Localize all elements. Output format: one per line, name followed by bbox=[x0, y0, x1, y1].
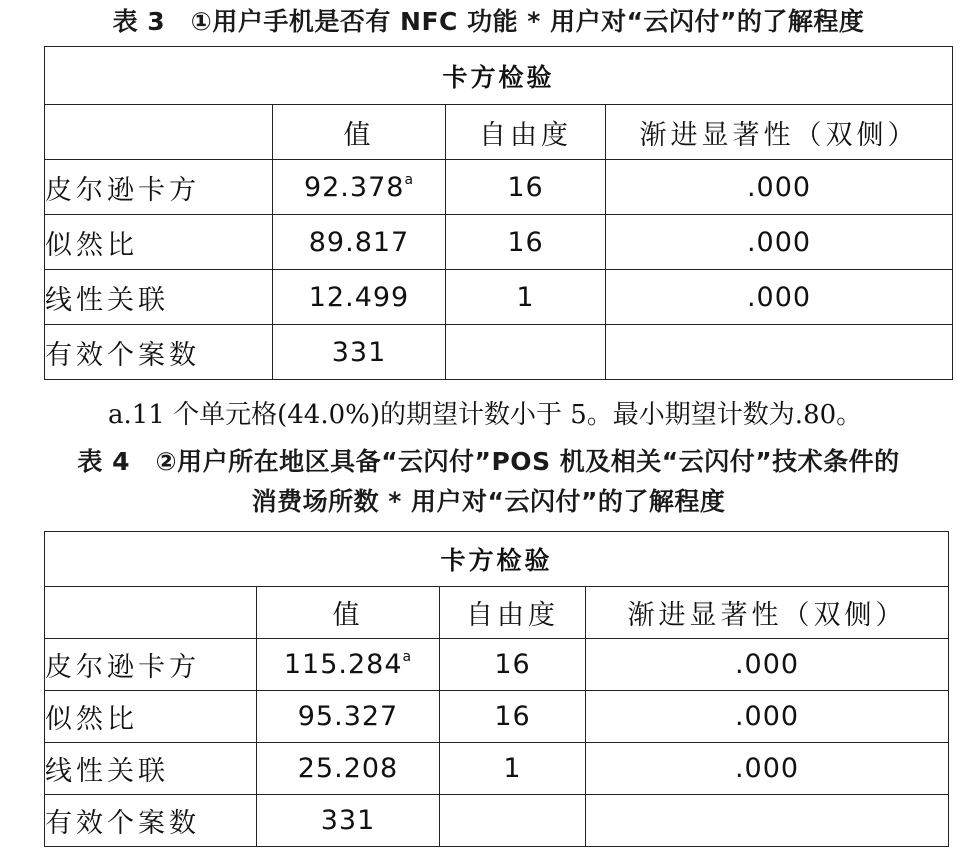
footnote-marker: a bbox=[402, 649, 413, 665]
table3-caption: 表 3 ①用户手机是否有 NFC 功能 * 用户对“云闪付”的了解程度 bbox=[112, 7, 865, 36]
sig-cell: .000 bbox=[606, 270, 953, 325]
sig-cell bbox=[606, 325, 953, 380]
value-text: 115.284 bbox=[283, 649, 403, 680]
table-row bbox=[45, 270, 953, 325]
value-cell: 12.499 bbox=[273, 270, 446, 325]
value-cell: 95.327 bbox=[257, 691, 440, 743]
table3-header-row bbox=[45, 105, 953, 160]
table3-footnote: a.11 个单元格(44.0%)的期望计数小于 5。最小期望计数为.80。 bbox=[108, 400, 863, 430]
table4-header-row bbox=[45, 587, 949, 639]
value-cell: 89.817 bbox=[273, 215, 446, 270]
value-cell bbox=[257, 639, 440, 691]
df-cell bbox=[440, 795, 586, 847]
value-text: 92.378 bbox=[303, 171, 405, 203]
row-label: 似然比 bbox=[45, 691, 257, 743]
df-cell: 1 bbox=[440, 743, 586, 795]
df-cell: 16 bbox=[440, 639, 586, 691]
value-cell: 25.208 bbox=[257, 743, 440, 795]
table3-chi-square bbox=[44, 46, 953, 380]
table4-chi-square bbox=[44, 531, 949, 847]
df-cell bbox=[446, 325, 606, 380]
sig-cell: .000 bbox=[606, 215, 953, 270]
table3-header-blank bbox=[45, 105, 273, 160]
table3-header-value: 值 bbox=[273, 105, 446, 160]
sig-cell bbox=[586, 795, 949, 847]
table-row bbox=[45, 160, 953, 215]
df-cell: 16 bbox=[440, 691, 586, 743]
table3-title-row bbox=[45, 47, 953, 105]
df-cell: 16 bbox=[446, 160, 606, 215]
table-row bbox=[45, 743, 949, 795]
value-cell bbox=[273, 160, 446, 215]
table4-caption bbox=[0, 442, 977, 522]
row-label: 皮尔逊卡方 bbox=[45, 160, 273, 215]
sig-cell: .000 bbox=[586, 691, 949, 743]
table4-header-blank bbox=[45, 587, 257, 639]
row-label: 似然比 bbox=[45, 215, 273, 270]
row-label: 有效个案数 bbox=[45, 795, 257, 847]
table-row bbox=[45, 691, 949, 743]
footnote-marker: a bbox=[404, 171, 415, 188]
table4-title-row bbox=[45, 532, 949, 587]
row-label: 皮尔逊卡方 bbox=[45, 639, 257, 691]
df-cell: 16 bbox=[446, 215, 606, 270]
table4-header-value: 值 bbox=[257, 587, 440, 639]
table3-title: 卡方检验 bbox=[45, 47, 953, 105]
row-label: 有效个案数 bbox=[45, 325, 273, 380]
sig-cell: .000 bbox=[586, 743, 949, 795]
table4-header-sig: 渐进显著性（双侧） bbox=[586, 587, 949, 639]
value-cell: 331 bbox=[257, 795, 440, 847]
table3-header-df: 自由度 bbox=[446, 105, 606, 160]
table3-header-sig: 渐进显著性（双侧） bbox=[606, 105, 953, 160]
sig-cell: .000 bbox=[606, 160, 953, 215]
table4-caption-line1: 表 4 ②用户所在地区具备“云闪付”POS 机及相关“云闪付”技术条件的 bbox=[77, 447, 900, 476]
value-cell: 331 bbox=[273, 325, 446, 380]
table4-header-df: 自由度 bbox=[440, 587, 586, 639]
table-row bbox=[45, 325, 953, 380]
table4-caption-line2: 消费场所数 * 用户对“云闪付”的了解程度 bbox=[251, 487, 726, 516]
df-cell: 1 bbox=[446, 270, 606, 325]
row-label: 线性关联 bbox=[45, 270, 273, 325]
row-label: 线性关联 bbox=[45, 743, 257, 795]
table4-title: 卡方检验 bbox=[45, 532, 949, 587]
table-row bbox=[45, 215, 953, 270]
table-row bbox=[45, 795, 949, 847]
sig-cell: .000 bbox=[586, 639, 949, 691]
table-row bbox=[45, 639, 949, 691]
